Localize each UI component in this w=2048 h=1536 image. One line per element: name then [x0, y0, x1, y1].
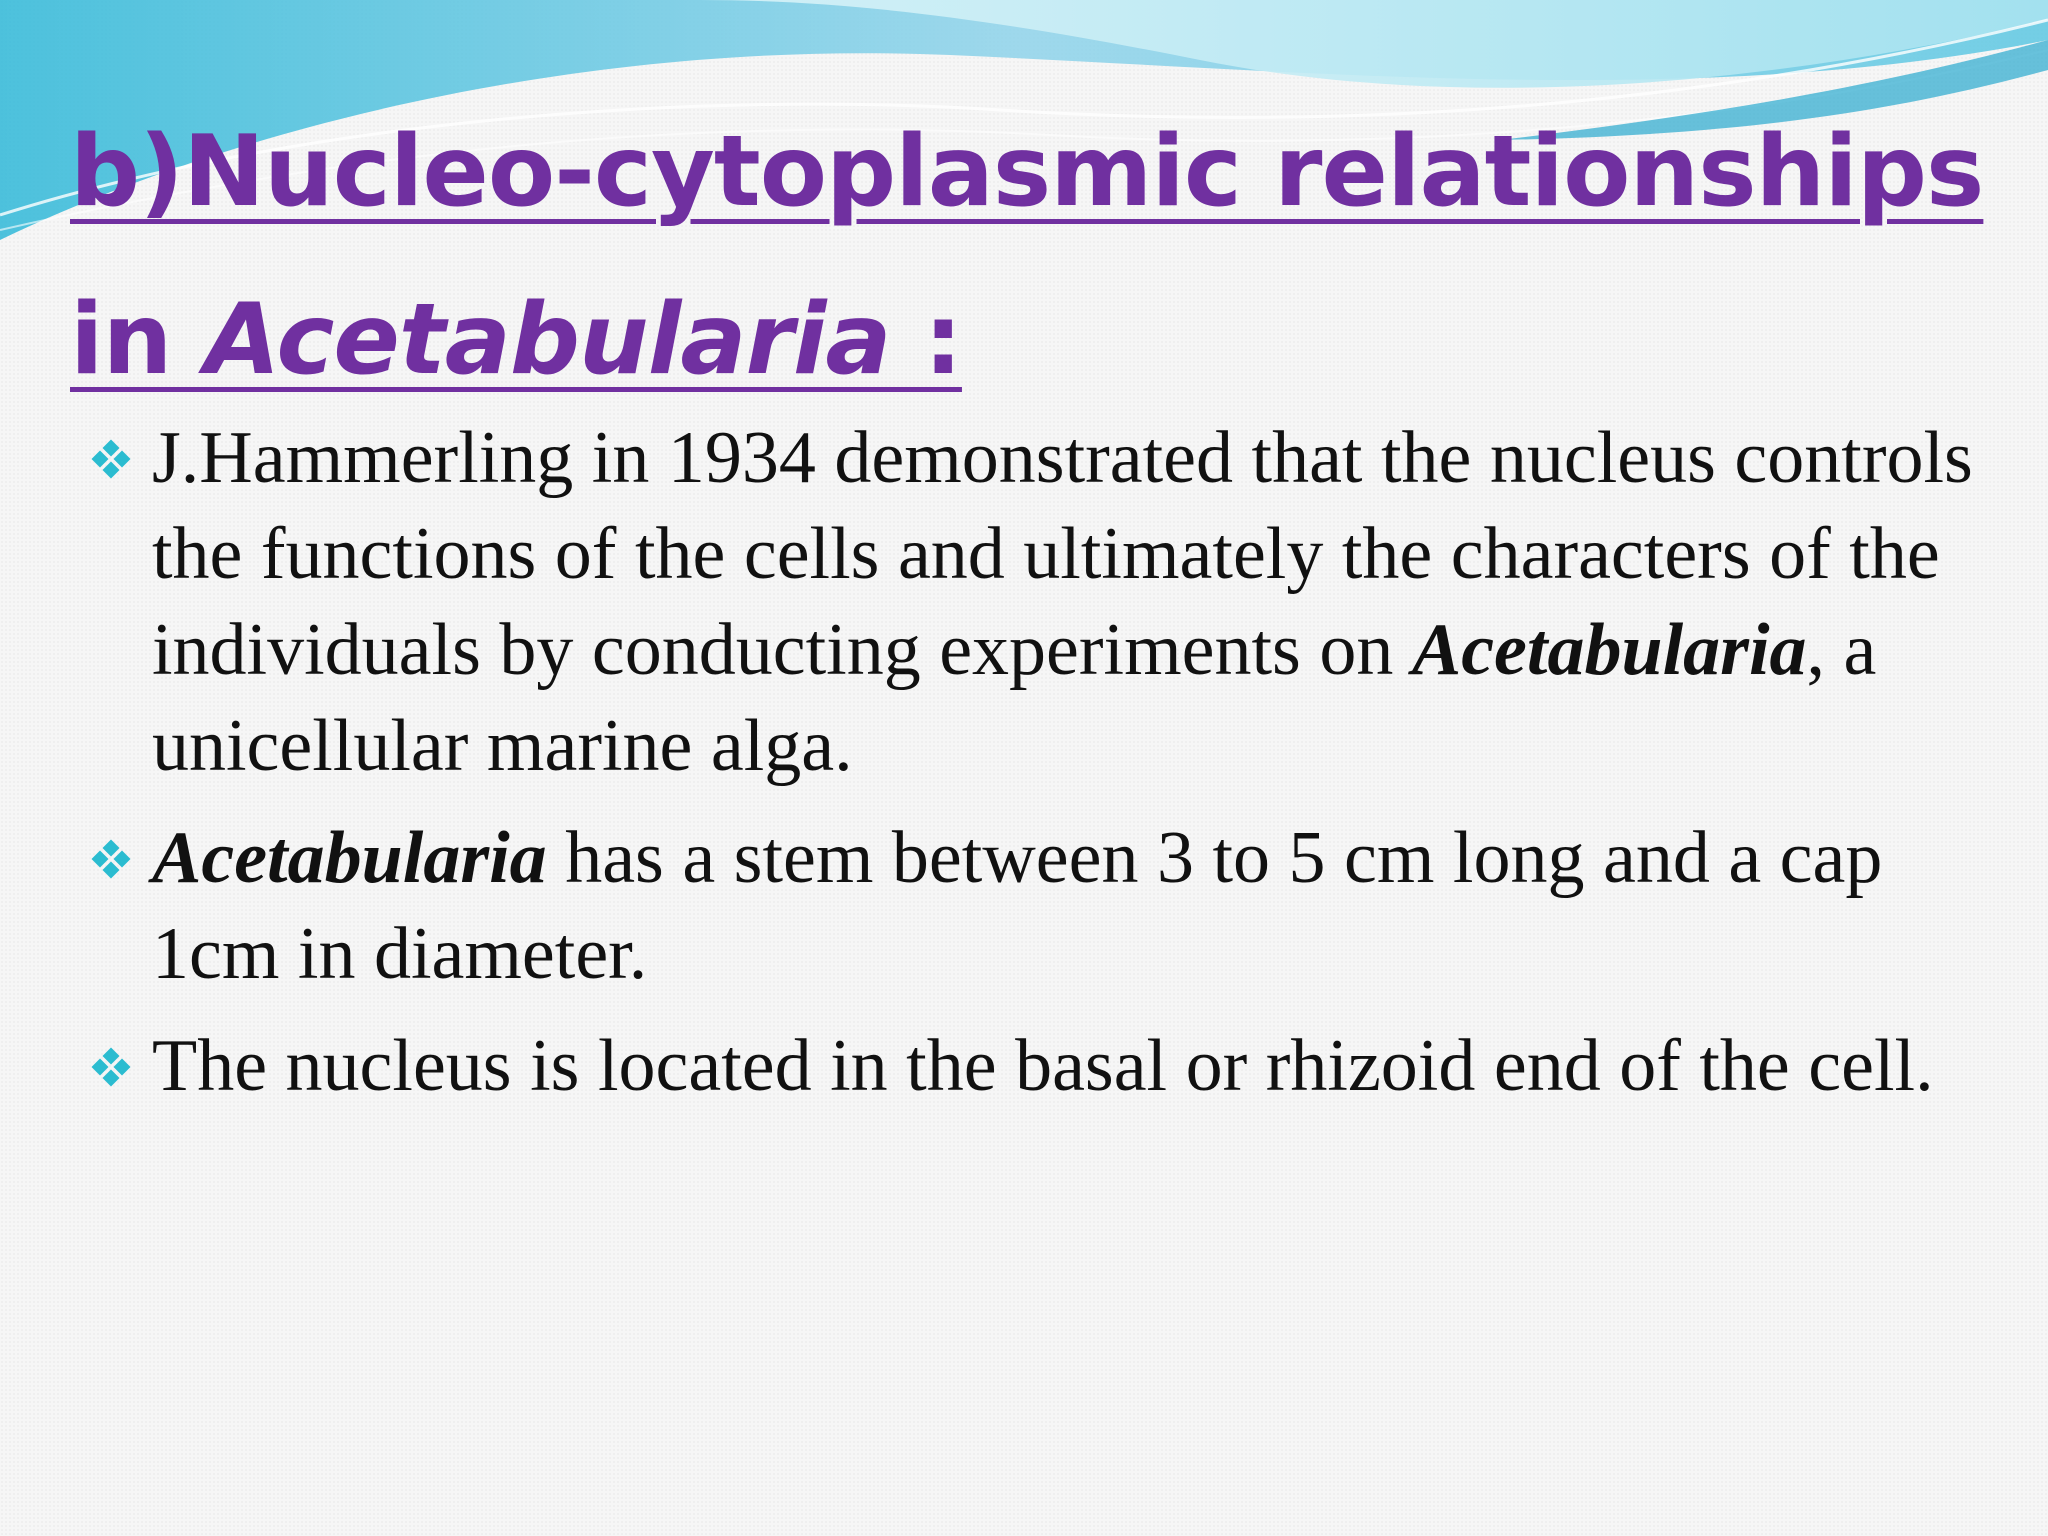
bullet-item — [94, 810, 1994, 1002]
bullet-text: The nucleus is located in the basal or rhizoid end of the cell. — [152, 1025, 1934, 1107]
bullet-text: has a stem between 3 to 5 cm long and a cap 1cm in diameter. — [152, 817, 1883, 995]
bullet-item — [94, 410, 1994, 794]
title-line-2 — [70, 283, 962, 397]
title-line-2-suffix: : — [890, 283, 962, 397]
bullet-list — [94, 410, 1994, 1130]
bullet-text: , a unicellular marine alga. — [152, 609, 1877, 787]
bullet-emphasis: Acetabularia — [1411, 609, 1807, 691]
bullet-item — [94, 1018, 1994, 1114]
title-line-2-italic: Acetabularia — [204, 283, 891, 397]
title-line-1: b)Nucleo-cytoplasmic relationships — [70, 115, 1984, 229]
four-diamond-bullet-icon — [94, 842, 128, 876]
four-diamond-bullet-icon — [94, 1050, 128, 1084]
bullet-emphasis: Acetabularia — [152, 817, 547, 899]
bullet-text: J.Hammerling in 1934 demonstrated that the nucleus controls the functions of the cells and ultimately the characters of the individuals by conducting experiments on — [152, 417, 1973, 691]
title-line-2-prefix: in — [70, 283, 205, 397]
slide-title — [70, 88, 2010, 424]
four-diamond-bullet-icon — [94, 442, 128, 476]
